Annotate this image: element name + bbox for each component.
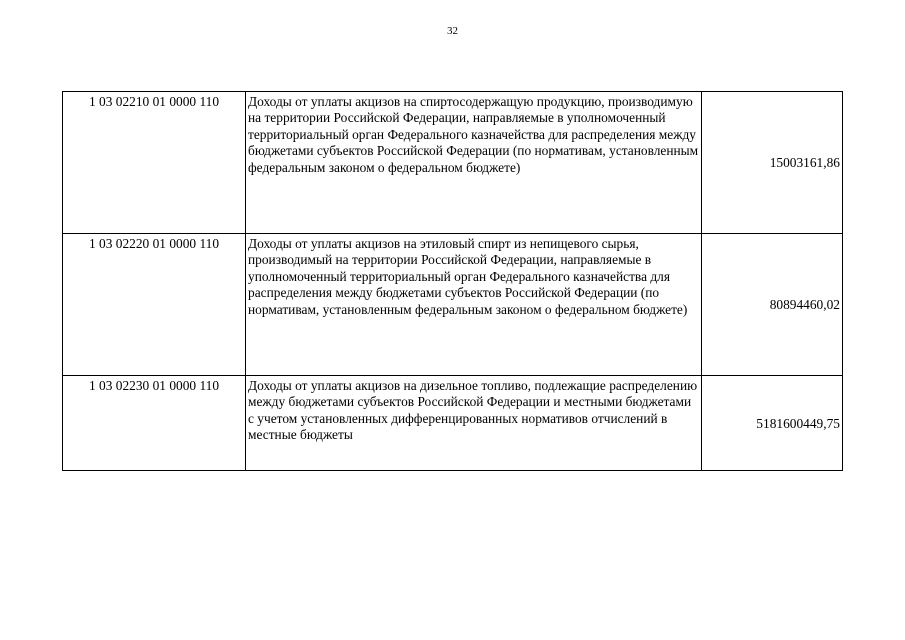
page-number: 32 <box>447 25 458 37</box>
revenue-amount: 5181600449,75 <box>702 376 843 471</box>
table-row <box>63 92 843 234</box>
revenue-amount: 80894460,02 <box>702 234 843 376</box>
table-row <box>63 376 843 471</box>
revenue-code: 1 03 02210 01 0000 110 <box>63 92 246 234</box>
revenue-code: 1 03 02220 01 0000 110 <box>63 234 246 376</box>
revenue-name: Доходы от уплаты акцизов на дизельное топливо, подлежащие распределению между бюджетами субъектов Российской Федерации и местными бюджетами с учетом установленных дифференцированных нормативов отчислений в местные бюджеты <box>246 376 702 471</box>
revenue-name: Доходы от уплаты акцизов на этиловый спирт из непищевого сырья, производимый на территории Российской Федерации, направляемые в уполномоченный территориальный орган Федерального казначейства для распределения между бюджетами субъектов Российской Федерации (по нормативам, установленным федеральным законом о федеральном бюджете) <box>246 234 702 376</box>
revenue-code: 1 03 02230 01 0000 110 <box>63 376 246 471</box>
revenue-table <box>62 91 843 471</box>
revenue-amount: 15003161,86 <box>702 92 843 234</box>
table-row <box>63 234 843 376</box>
revenue-name: Доходы от уплаты акцизов на спиртосодержащую продукцию, производимую на территории Российской Федерации, направляемые в уполномоченный территориальный орган Федерального казначейства для распределения между бюджетами субъектов Российской Федерации (по нормативам, установленным федеральным законом о федеральном бюджете) <box>246 92 702 234</box>
